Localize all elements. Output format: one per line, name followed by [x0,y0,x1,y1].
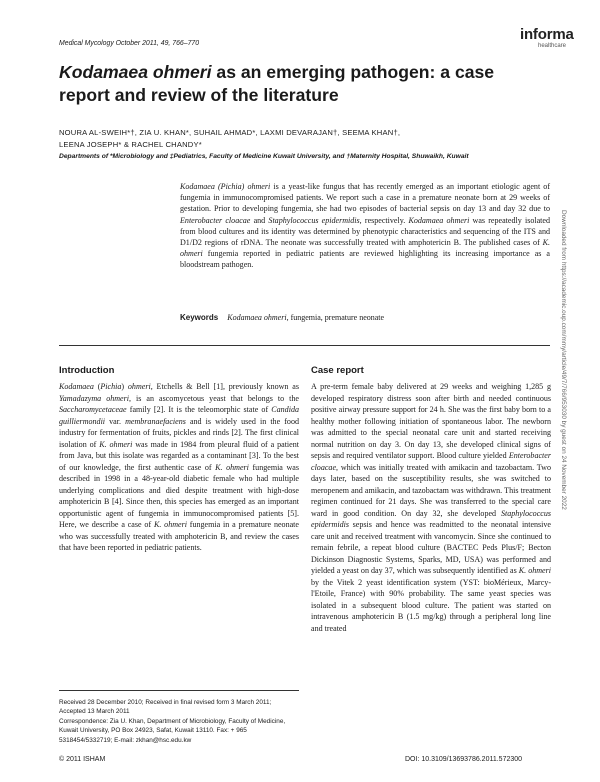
abstract-text: , respectively. [359,215,409,225]
intro-text: and is widely used in the food industry for fermentation of fruits, pickles and rinds [2]. The first clinical isolation of [59,416,299,449]
intro-text: fungemia was described in 1998 in a 48-year-old diabetic female who had multiple underlying complications and died despite treatment with high-dose amphotericin B [4]. Since then, this species has emerged as an important opportunistic agent of fungemia in immunocompromised patients [5]. Here, we describe a case of [59,462,299,529]
case-report-heading: Case report [311,365,364,376]
correspondence: Correspondence: Zia U. Khan, Department of Microbiology, Faculty of Medicine, Kuwait University, PO Box 24923, Safat, Kuwait 13110. Fax: + 965 5318454/5332719; E-mail: zkhan@hsc.edu.kw [59,717,286,744]
case-text: , which was initially treated with amikacin and tazobactam. Two days later, based on the susceptibility results, she was switched to meropenem and amikacin, and tazobactam was withdrawn. This treatment regimen continued for 21 days. She was transferred to the special care ward in good condition. On day 32, she developed [311,462,551,518]
intro-text: membranaefaciens [125,416,186,426]
abstract-text: K. ohmeri [180,238,550,259]
case-text: Staphylococcus epidermidis [311,508,551,529]
intro-text: K. ohmeri [153,520,187,529]
intro-text: , is an ascomycetous yeast that belongs to the [129,393,299,403]
intro-text: Saccharomycetaceae [59,405,127,414]
keywords-label: Keywords [180,313,219,322]
authors-line-1: NOURA AL-SWEIH*†, ZIA U. KHAN*, SUHAIL AHMAD*, LAXMI DEVARAJAN†, SEEMA KHAN†, [59,128,401,137]
intro-text: K. ohmeri [99,439,133,449]
download-watermark: Downloaded from https://academic.oup.com/mmy/article/49/7/766/953030 by guest on 24 November 2022 [560,210,567,510]
case-text: sepsis and hence was readmitted to the neonatal intensive care unit and received treatment with vancomycin. Since she continued to remain febrile, a repeat blood culture (BACTEC Peds Plus/F; Becton Dickinson Diagnostic Systems, Sparks, MD, USA) was performed and yielded a yeast on day 37, which was subsequently identified as [311,520,551,575]
affiliation: Departments of *Microbiology and ‡Pediatrics, Faculty of Medicine Kuwait University, and †Maternity Hospital, Shuwaikh, Kuwait [59,153,469,160]
publisher-logo [520,27,574,50]
abstract-text: was repeatedly isolated from blood cultures and its identity was determined by phenotypic characteristics and sequencing of the ITS and D1/D2 regions of rDNA. The neonate was successfully treated with amphotericin B. The published cases of [180,215,550,248]
case-text: by the Vitek 2 yeast identification system (YST: bioMérieux, Marcy-l'Etoile, France) with 90% probability. The same yeast species was isolated in a subsequent blood culture. The patient was started on intravenous amphotericin B (1.5 mg/kg) through a peripheral long line and treated [311,577,551,633]
abstract-text: Staphylococcus epidermidis [268,215,360,225]
case-report-body [311,381,551,634]
article-title [59,61,539,107]
abstract-text: Kodamaea ohmeri [408,215,470,225]
logo-sub: healthcare [538,43,567,49]
title-italic: Kodamaea ohmeri [59,62,212,82]
intro-text: Yamadazyma ohmeri [59,393,129,403]
intro-text: was made in 1984 from pleural fluid of a patient from Java, but this isolate was regarded as a contaminant [3]. To the best of our knowledge, the first authentic case of [59,439,299,472]
intro-text: ( [93,382,101,391]
intro-text: Pichia [100,382,122,391]
abstract [180,181,550,271]
doi-link[interactable]: DOI: 10.3109/13693786.2011.572300 [405,756,523,763]
intro-text: ) [121,382,128,391]
intro-text: , Etchells & Bell [1], previously known as [150,382,299,391]
intro-text: var. [105,416,126,426]
footnote-divider [59,690,299,691]
introduction-heading: Introduction [59,365,115,376]
keywords-italic: Kodamaea ohmeri [227,313,287,322]
abstract-text: Kodamaea (Pichia) ohmeri [180,182,271,191]
title-rest: as an emerging pathogen: a case report and review of the literature [59,62,495,105]
abstract-text: fungemia reported in pediatric patients are reviewed highlighting its increasing importance as a bloodstream pathogen. [180,249,550,270]
journal-citation: Medical Mycology October 2011, 49, 766–770 [59,40,200,47]
copyright: © 2011 ISHAM [59,756,106,763]
keywords [180,313,550,322]
logo-brand: informa [520,26,574,43]
authors-line-2: LEENA JOSEPH* & RACHEL CHANDY* [59,139,202,149]
abstract-text: and [250,215,269,225]
abstract-text: is a yeast-like fungus that has recently emerged as an important etiologic agent of fungemia in immunocompromised patients. We report such a case in a premature neonate born at 29 weeks of gestation. Prior to developing fungemia, she had two episodes of bacterial sepsis on day 13 and day 32 due to [180,182,550,214]
abstract-text: Enterobacter cloacae [180,215,251,225]
case-text: Enterobacter cloacae [311,451,551,472]
keywords-rest: , fungemia, premature neonate [286,313,385,322]
received-note [59,698,299,745]
intro-text: family [2]. It is the teleomorphic state of [126,405,272,414]
case-text: K. ohmeri [518,566,551,575]
author-list [59,127,539,150]
intro-text: fungemia in a premature neonate who was successfully treated with amphotericin B, and review the cases that have been reported in pediatric patients. [59,520,299,552]
intro-text: Candida guilliermondii [59,405,299,426]
case-text: A pre-term female baby delivered at 29 weeks and weighing 1,285 g developed respiratory distress soon after birth and needed continuous positive airway pressure support for 24 h. She was the first baby born to a healthy mother following initiation of spontaneous labor. The newborn was admitted to the special neonatal care unit and started receiving normal nutrition on day 3. On day 13, she developed clinical signs of sepsis and required ventilator support. Blood culture yielded [311,382,551,460]
intro-text: Kodamaea [59,382,94,391]
section-divider [59,345,550,346]
introduction-body [59,381,299,554]
intro-text: ohmeri [127,382,151,391]
intro-text: K. ohmeri [215,462,249,472]
received-dates: Received 28 December 2010; Received in final revised form 3 March 2011; Accepted 13 March 2011 [59,699,272,716]
